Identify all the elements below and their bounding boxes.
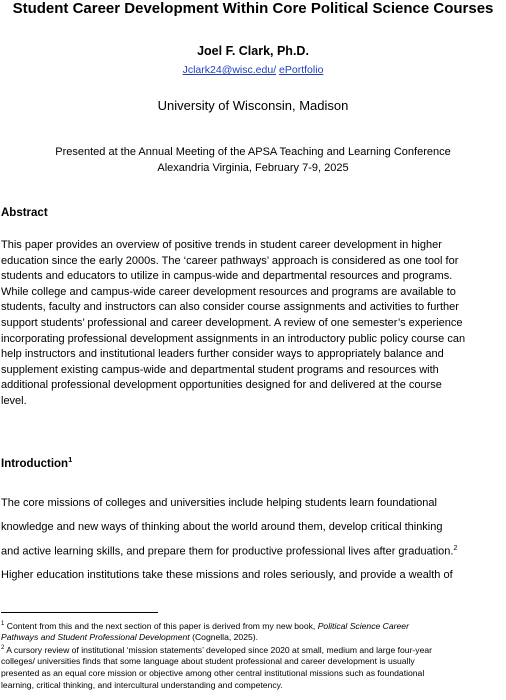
abstract-line: additional professional development opportunities designed for and delivered at the course bbox=[1, 379, 442, 392]
footnote-mark: 2 bbox=[1, 645, 5, 651]
footnote-text: Content from this and the next section of this paper is derived from my new book, bbox=[4, 620, 318, 631]
footnote-line: colleges/ universities finds that some language about student professional and career development is usually bbox=[1, 656, 415, 667]
author-contact bbox=[0, 64, 506, 76]
author-name: Joel F. Clark, Ph.D. bbox=[197, 44, 309, 58]
footnote-mark: 1 bbox=[1, 621, 5, 627]
footnote-line: learning, critical thinking, and intercultural understanding and competency. bbox=[1, 679, 283, 690]
eportfolio-link[interactable]: ePortfolio bbox=[279, 64, 324, 76]
footnote-text: (Cognella, 2025). bbox=[189, 632, 259, 643]
footnote-2 bbox=[1, 643, 503, 691]
abstract-line: level. bbox=[1, 394, 27, 407]
footnote-ref-1: 1 bbox=[68, 455, 73, 464]
introduction-line: The core missions of colleges and universities include helping students learn foundational bbox=[1, 497, 437, 509]
introduction-line: knowledge and new ways of thinking about the world around them, develop critical thinking bbox=[1, 521, 443, 533]
email-link[interactable]: Jclark24@wisc.edu/ bbox=[182, 64, 277, 76]
introduction-heading-text: Introduction bbox=[1, 457, 69, 470]
introduction-line: Higher education institutions take these missions and roles seriously, and provide a wealth of bbox=[1, 569, 453, 581]
abstract-line: help instructors and institutional leaders further consider ways to appropriately balance and bbox=[1, 348, 444, 361]
abstract-line: students, faculty and instructors can also consider course assignments and activities to further bbox=[1, 301, 459, 314]
paper-title: Student Career Development Within Core Political Science Courses bbox=[12, 0, 494, 17]
abstract-heading: Abstract bbox=[1, 207, 48, 219]
footnote-separator bbox=[1, 612, 158, 613]
footnote-line bbox=[1, 619, 503, 632]
abstract-line: While college and campus-wide career development resources and programs are available to bbox=[1, 285, 456, 298]
footnote-line: presented as an equal core mission or objective among other central institutional missions such as foundational bbox=[1, 668, 425, 679]
introduction-heading bbox=[1, 455, 72, 470]
university-affiliation: University of Wisconsin, Madison bbox=[157, 98, 349, 113]
abstract-line: supplement existing campus-wide and departmental student programs and resources with bbox=[1, 363, 439, 376]
presentation-date-location: Alexandria Virginia, February 7-9, 2025 bbox=[157, 162, 349, 174]
footnote-text: A cursory review of institutional ‘mission statements’ developed since 2020 at small, medium and large four-year bbox=[4, 644, 433, 655]
introduction-line bbox=[1, 545, 457, 558]
abstract-line: incorporating professional development assignments in an introductory public policy course can bbox=[1, 332, 466, 345]
abstract-body bbox=[1, 238, 503, 410]
abstract-line: students and educators to utilize in campus-wide and departmental resources and programs. bbox=[1, 270, 453, 283]
footnote-ref-2: 2 bbox=[453, 545, 458, 552]
book-title: Pathways and Student Professional Development bbox=[1, 632, 190, 643]
book-title: Political Science Career bbox=[317, 620, 409, 631]
abstract-line: education since the early 2000s. The ‘career pathways’ approach is considered as one tool for bbox=[1, 254, 459, 267]
presentation-venue: Presented at the Annual Meeting of the APSA Teaching and Learning Conference bbox=[55, 146, 451, 158]
abstract-line: This paper provides an overview of positive trends in student career development in higher bbox=[1, 239, 442, 251]
footnote-line bbox=[1, 643, 503, 656]
footnote-1 bbox=[1, 619, 503, 644]
abstract-line: support students’ professional and career development. A review of one semester’s experience bbox=[1, 316, 463, 329]
introduction-line-text: and active learning skills, and prepare them for productive professional lives after graduation. bbox=[1, 545, 454, 558]
